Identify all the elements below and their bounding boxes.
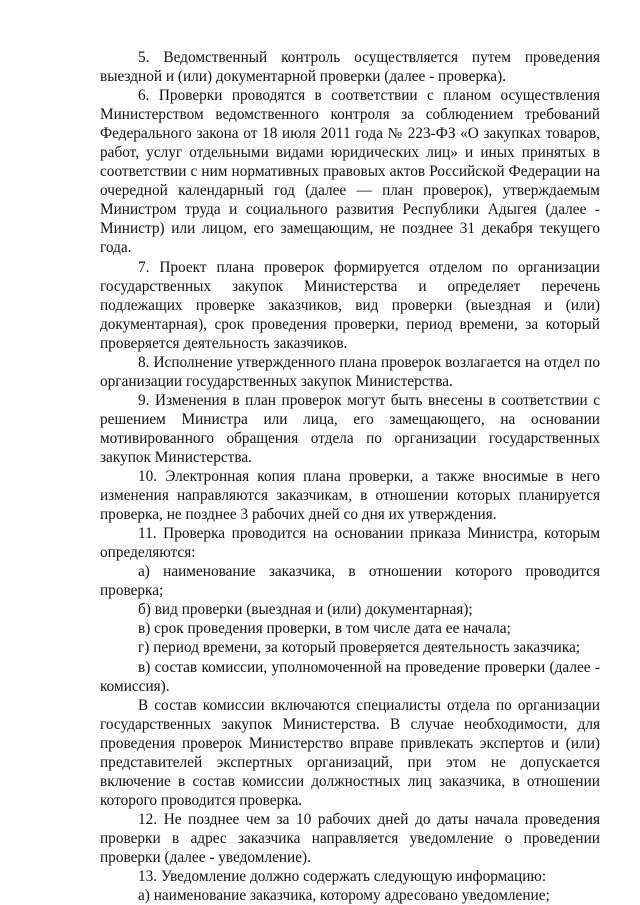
paragraph-9: 9. Изменения в план проверок могут быть внесены в соответствии с решением Министра или лица, его замещающего, на основании мотивированного обращения отдела по организации государственных закупок Министерства. [100, 391, 600, 466]
paragraph-10: 10. Электронная копия плана проверки, а также вносимые в него изменения направляются заказчикам, в отношении которых планируется проверка, не позднее 3 рабочих дней со дня их утверждения. [100, 468, 600, 524]
paragraph-11: 11. Проверка проводится на основании приказа Министра, которым определяются: [100, 525, 600, 562]
paragraph-5: 5. Ведомственный контроль осуществляется путем проведения выездной и (или) документарной проверки (далее - проверка). [100, 49, 600, 86]
list-item-11-a: а) наименование заказчика, в отношении которого проводится проверка; [100, 563, 600, 600]
paragraph-7: 7. Проект плана проверок формируется отделом по организации государственных закупок Министерства и определяет перечень подлежащих проверке заказчиков, вид проверки (выездная и (или) документарная), срок проведения проверки, период времени, за который проверяется деятельность заказчиков. [100, 258, 600, 352]
list-item-11-g: г) период времени, за который проверяется деятельность заказчика; [138, 639, 581, 657]
list-item-11-v: в) срок проведения проверки, в том числе дата ее начала; [138, 620, 511, 638]
paragraph-13: 13. Уведомление должно содержать следующую информацию: [138, 868, 547, 886]
document-page [100, 48, 600, 905]
list-item-11-v-commission: в) состав комиссии, уполномоченной на проведение проверки (далее - комиссия). [100, 658, 600, 695]
paragraph-8: 8. Исполнение утвержденного плана проверок возлагается на отдел по организации государственных закупок Министерства. [100, 353, 600, 390]
list-item-11-b: б) вид проверки (выездная и (или) документарная); [138, 601, 473, 619]
paragraph-commission-composition: В состав комиссии включаются специалисты отдела по организации государственных закупок Министерства. В случае необходимости, для проведения проверок Министерство вправе привлекать экспертов и (или) представителей экспертных организаций, при этом не допускается включение в состав комиссии должностных лиц заказчика, в отношении которого проводится проверка. [100, 696, 600, 809]
paragraph-12: 12. Не позднее чем за 10 рабочих дней до даты начала проведения проверки в адрес заказчика направляется уведомление о проведении проверки (далее - уведомление). [100, 810, 600, 866]
paragraph-6: 6. Проверки проводятся в соответствии с планом осуществления Министерством ведомственного контроля за соблюдением требований Федерального закона от 18 июля 2011 года № 223-ФЗ «О закупках товаров, работ, услуг отдельными видами юридических лиц» и иных принятых в соответствии с ним нормативных правовых актов Российской Федерации на очередной календарный год (далее — план проверок), утверждаемым Министром труда и социального развития Республики Адыгея (далее - Министр) или лицом, его замещающим, не позднее 31 декабря текущего года. [100, 87, 600, 257]
list-item-13-a: а) наименование заказчика, которому адресовано уведомление; [138, 887, 550, 905]
